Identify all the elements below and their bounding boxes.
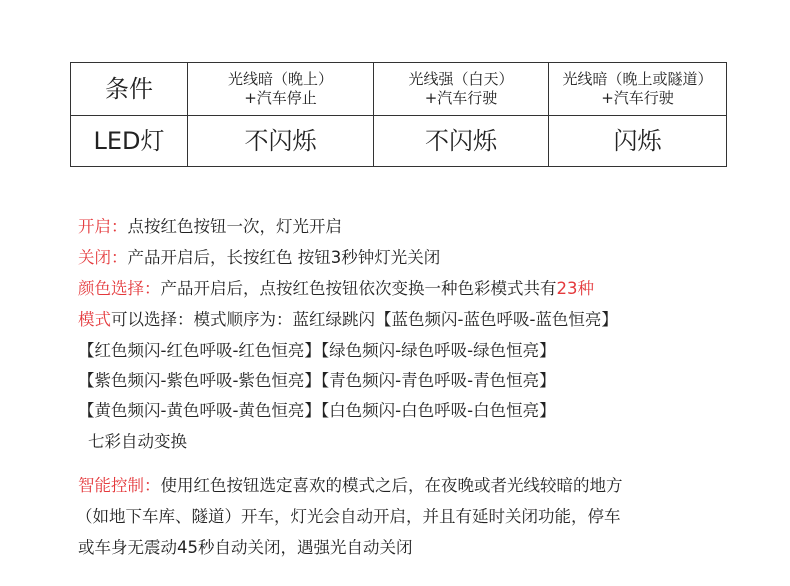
- condition-header: 条件: [71, 63, 188, 116]
- mode-paragraph: [78, 306, 618, 330]
- smart-control-text: 使用红色按钮选定喜欢的模式之后，在夜晚或者光线较暗的地方: [160, 476, 623, 495]
- power-off-text: 产品开启后，长按红色 按钮3秒钟灯光关闭: [127, 248, 441, 267]
- mode-line: 【红色频闪-红色呼吸-红色恒亮】【绿色频闪-绿色呼吸-绿色恒亮】: [78, 341, 556, 360]
- led-row: [71, 116, 727, 167]
- color-select-paragraph: [78, 275, 594, 299]
- smart-control-line: （如地下车库、隧道）开车，灯光会自动开启，并且有延时关闭功能，停车: [76, 507, 621, 526]
- color-select-text: 产品开启后，点按红色按钮依次变换一种色彩模式共有: [160, 279, 557, 298]
- condition-cell-night-driving: [549, 63, 727, 116]
- smart-control-paragraph: [78, 472, 623, 496]
- mode-text: 可以选择：模式顺序为：蓝红绿跳闪【蓝色频闪-蓝色呼吸-蓝色恒亮】: [111, 310, 618, 329]
- smart-control-line: 或车身无震动45秒自动关闭，遇强光自动关闭: [78, 538, 413, 557]
- led-header: LED灯: [71, 116, 188, 167]
- mode-count: 23种: [556, 279, 594, 298]
- condition-line: +汽车行驶: [424, 89, 498, 107]
- led-condition-table: [70, 62, 727, 167]
- mode-label: 模式: [78, 310, 111, 329]
- led-state-cell: 不闪烁: [374, 116, 549, 167]
- condition-line: +汽车停止: [244, 89, 317, 107]
- power-on-paragraph: [78, 213, 342, 237]
- mode-line: 七彩自动变换: [88, 432, 187, 451]
- mode-line: 【黄色频闪-黄色呼吸-黄色恒亮】【白色频闪-白色呼吸-白色恒亮】: [78, 401, 556, 420]
- power-on-text: 点按红色按钮一次，灯光开启: [127, 217, 342, 236]
- power-off-paragraph: [78, 244, 440, 268]
- condition-line: 光线强（白天）: [408, 70, 514, 89]
- condition-line: +汽车行驶: [601, 89, 674, 107]
- led-state-cell: 闪烁: [549, 116, 727, 167]
- mode-line: 【紫色频闪-紫色呼吸-紫色恒亮】【青色频闪-青色呼吸-青色恒亮】: [78, 371, 556, 390]
- condition-row: [71, 63, 727, 116]
- condition-cell-night-stopped: [188, 63, 374, 116]
- power-on-label: 开启：: [78, 217, 128, 236]
- color-select-label: 颜色选择：: [78, 279, 161, 298]
- power-off-label: 关闭：: [78, 248, 128, 267]
- led-state-cell: 不闪烁: [188, 116, 374, 167]
- condition-cell-day-driving: [374, 63, 549, 116]
- smart-control-label: 智能控制：: [78, 476, 161, 495]
- condition-line: 光线暗（晚上）: [227, 70, 333, 89]
- condition-line: 光线暗（晚上或隧道）: [562, 70, 713, 89]
